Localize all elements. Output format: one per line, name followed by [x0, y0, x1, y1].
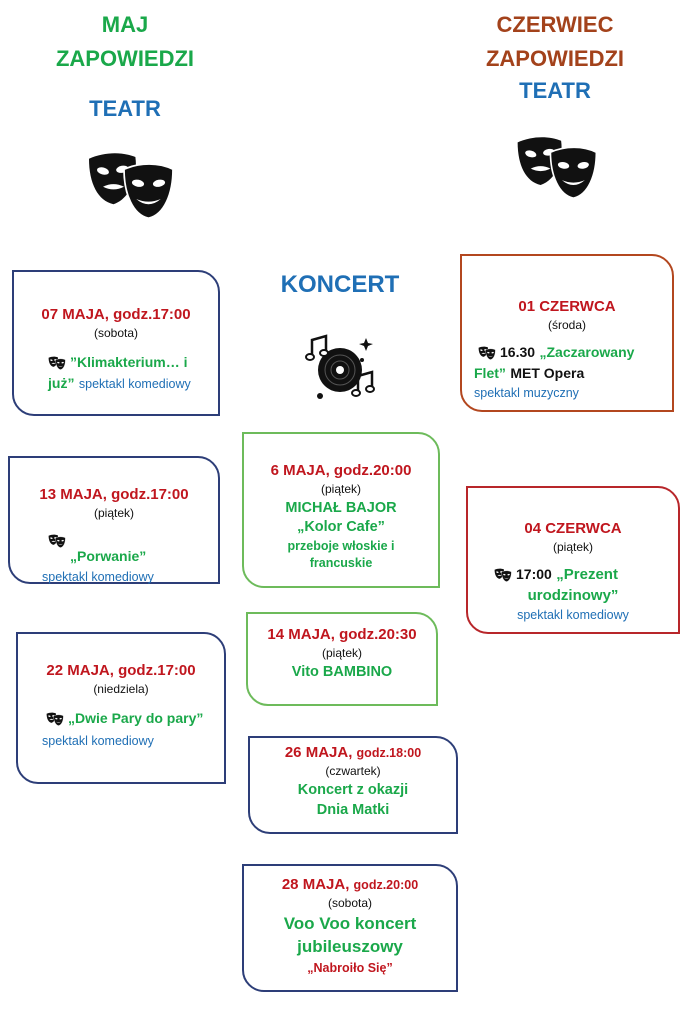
event-description: spektakl komediowy [42, 570, 154, 584]
event-performer: Vito BAMBINO [291, 664, 393, 680]
event-performer: Voo Voo koncert [283, 914, 417, 933]
event-title: „Prezent [556, 566, 618, 583]
event-card-04-june[interactable] [466, 486, 680, 634]
event-date: 13 MAJA, godz.17:00 [39, 486, 189, 503]
event-title-continued: Flet” [474, 365, 506, 381]
event-title-continued: Dnia Matki [316, 802, 390, 818]
event-day: (piątek) [93, 506, 134, 520]
music-notes-vinyl-icon [304, 332, 378, 406]
event-card-13-may[interactable] [8, 456, 220, 584]
theatre-masks-icon [46, 712, 64, 726]
event-date: 6 MAJA, godz.20:00 [270, 462, 412, 479]
theatre-masks-icon [48, 356, 66, 370]
event-title-continued: już” [48, 375, 75, 391]
event-card-14-may-concert[interactable] [246, 612, 438, 706]
june-month: CZERWIEC [496, 12, 614, 37]
theatre-masks-icon [516, 134, 598, 200]
event-day: (czwartek) [325, 764, 381, 778]
event-venue: MET Opera [510, 365, 585, 381]
event-date: 22 MAJA, godz.17:00 [46, 662, 196, 679]
event-date: 14 MAJA, godz.20:30 [267, 626, 417, 643]
event-day: (piątek) [552, 540, 593, 554]
event-day: (niedziela) [93, 682, 149, 696]
may-theatre-heading: TEATR [89, 96, 161, 121]
event-time: 16.30 [500, 344, 536, 360]
event-time: godz.18:00 [356, 746, 422, 760]
event-description: spektakl komediowy [78, 377, 191, 391]
event-title: „Porwanie” [70, 548, 147, 564]
event-card-26-may-concert[interactable] [248, 736, 458, 834]
event-description: przeboje włoskie i [287, 539, 395, 553]
event-card-22-may[interactable] [16, 632, 226, 784]
event-day: (piątek) [321, 646, 362, 660]
event-card-6-may-concert[interactable] [242, 432, 440, 588]
event-title: „Zaczarowany [539, 344, 635, 360]
event-title: ”Klimakterium… i [70, 354, 188, 370]
event-title: „Kolor Cafe” [297, 519, 385, 535]
event-description-continued: francuskie [309, 556, 373, 570]
concert-heading: KONCERT [280, 271, 400, 298]
event-date: 01 CZERWCA [518, 298, 616, 315]
may-month: MAJ [101, 12, 149, 37]
event-card-07-may[interactable] [12, 270, 220, 416]
event-card-01-june[interactable] [460, 254, 674, 412]
theatre-masks-icon [48, 534, 66, 548]
event-day: (sobota) [93, 326, 139, 340]
event-day: (środa) [547, 318, 586, 332]
event-title: „Dwie Pary do pary” [68, 710, 204, 726]
event-time: godz.20:00 [353, 878, 419, 892]
event-title: jubileuszowy [297, 937, 403, 956]
theatre-masks-icon [86, 150, 176, 220]
may-subtitle: ZAPOWIEDZI [55, 46, 195, 71]
event-date: 07 MAJA, godz.17:00 [41, 306, 191, 323]
event-time: 17:00 [516, 566, 552, 582]
event-card-28-may-concert[interactable] [242, 864, 458, 992]
event-title-continued: urodzinowy” [527, 587, 619, 604]
event-date: 28 MAJA, [281, 876, 350, 893]
event-day: (piątek) [320, 482, 361, 496]
event-description: spektakl muzyczny [474, 386, 579, 400]
event-date: 26 MAJA, [284, 744, 353, 761]
event-title: Koncert z okazji [297, 782, 409, 798]
theatre-masks-icon [478, 346, 496, 360]
june-subtitle: ZAPOWIEDZI [485, 46, 625, 71]
event-description: spektakl komediowy [517, 608, 629, 622]
event-day: (sobota) [327, 896, 373, 910]
event-subtitle: „Nabroiło Się” [307, 961, 393, 975]
june-theatre-heading: TEATR [519, 78, 591, 103]
theatre-masks-icon [494, 568, 512, 582]
event-date: 04 CZERWCA [524, 520, 622, 537]
event-performer: MICHAŁ BAJOR [285, 500, 397, 516]
event-description: spektakl komediowy [42, 734, 154, 748]
